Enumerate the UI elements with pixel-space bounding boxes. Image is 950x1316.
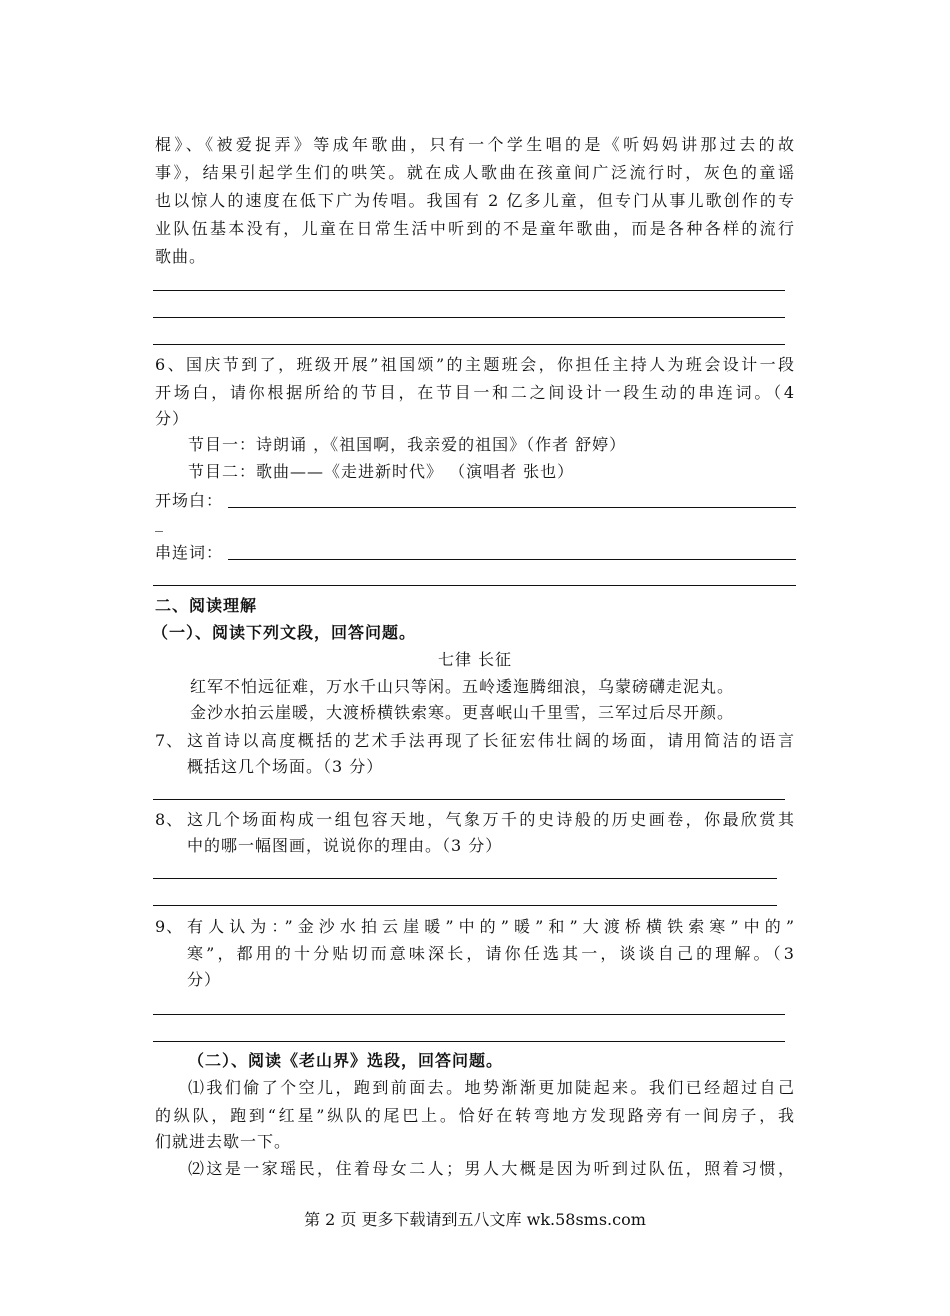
answer-line[interactable] [153, 585, 796, 586]
paragraph-line: ⑴我们偷了个空儿，跑到前面去。地势渐渐更加陡起来。我们已经超过自己 [188, 1078, 795, 1097]
passage-line: 业队伍基本没有，儿童在日常生活中听到的不是童年歌曲，而是各种各样的流行 [155, 219, 795, 238]
passage-line: 事》，结果引起学生们的哄笑。就在成人歌曲在孩童间广泛流行时，灰色的童谣 [155, 163, 795, 182]
q8-number: 8、 [155, 810, 184, 829]
answer-line[interactable] [153, 905, 777, 906]
q8-text: 这几个场面构成一组包容天地，气象万千的史诗般的历史画卷，你最欣赏其 [187, 810, 795, 829]
section-heading: 二、阅读理解 [155, 596, 258, 615]
page-footer: 第 2 页 更多下载请到五八文库 wk.58sms.com [304, 1210, 646, 1229]
passage-line: 也以惊人的速度在低下广为传唱。我国有 2 亿多儿童，但专门从事儿歌创作的专 [155, 191, 795, 210]
q9-number: 9、 [155, 917, 184, 936]
answer-line[interactable] [153, 1041, 785, 1042]
poem-title: 七律 长征 [437, 650, 513, 669]
q9-text: 寒”，都用的十分贴切而意味深长，请你任选其一，谈谈自己的理解。（3 [187, 944, 795, 963]
answer-line[interactable] [153, 878, 777, 879]
paragraph-line: 的纵队，跑到“红星”纵队的尾巴上。恰好在转弯地方发现路旁有一间房子，我 [155, 1106, 795, 1125]
q7-number: 7、 [155, 731, 184, 750]
q9-text: 有人认为：”金沙水拍云崖暖”中的”暖”和”大渡桥横铁索寒”中的” [187, 917, 795, 936]
answer-line[interactable] [153, 1014, 785, 1015]
poem-line: 红军不怕远征难，万水千山只等闲。五岭逶迤腾细浪，乌蒙磅礴走泥丸。 [190, 677, 735, 696]
passage-line: 歌曲。 [155, 247, 207, 266]
q6-text: 6、国庆节到了，班级开展”祖国颂”的主题班会，你担任主持人为班会设计一段 [155, 355, 795, 374]
program-one: 节目一：诗朗诵 ，《祖国啊，我亲爱的祖国》（作者 舒婷） [188, 435, 627, 454]
answer-line[interactable] [153, 344, 785, 345]
passage-line: 棍》、《被爱捉弄》等成年歌曲，只有一个学生唱的是《听妈妈讲那过去的故 [155, 135, 795, 154]
answer-line[interactable] [153, 290, 785, 291]
answer-line[interactable] [153, 317, 785, 318]
q9-text: 分） [187, 970, 222, 989]
paragraph-line: ⑵这是一家瑶民，住着母女二人；男人大概是因为听到过队伍，照着习惯， [188, 1159, 795, 1178]
part-heading: （一）、阅读下列文段，回答问题。 [152, 623, 417, 642]
paragraph-line: 们就进去歇一下。 [155, 1132, 292, 1151]
opening-answer-line[interactable] [228, 507, 796, 508]
q6-text: 开场白，请你根据所给的节目，在节目一和二之间设计一段生动的串连词。（4 [155, 383, 795, 402]
part-heading: （二）、阅读《老山界》选段，回答问题。 [188, 1051, 504, 1070]
q7-text: 概括这几个场面。（3 分） [187, 757, 384, 776]
q7-text: 这首诗以高度概括的艺术手法再现了长征宏伟壮阔的场面，请用简洁的语言 [187, 731, 795, 750]
program-two: 节目二：歌曲——《走进新时代》 （演唱者 张也） [188, 462, 575, 481]
poem-line: 金沙水拍云崖暖，大渡桥横铁索寒。更喜岷山千里雪，三军过后尽开颜。 [190, 703, 735, 722]
q8-text: 中的哪一幅图画，说说你的理由。（3 分） [187, 836, 503, 855]
link-label: 串连词： [155, 543, 224, 562]
opening-label: 开场白： [155, 491, 224, 510]
link-answer-line[interactable] [228, 559, 796, 560]
answer-line[interactable] [153, 799, 785, 800]
stray-mark: _ [155, 513, 164, 532]
q6-text: 分） [155, 409, 190, 428]
